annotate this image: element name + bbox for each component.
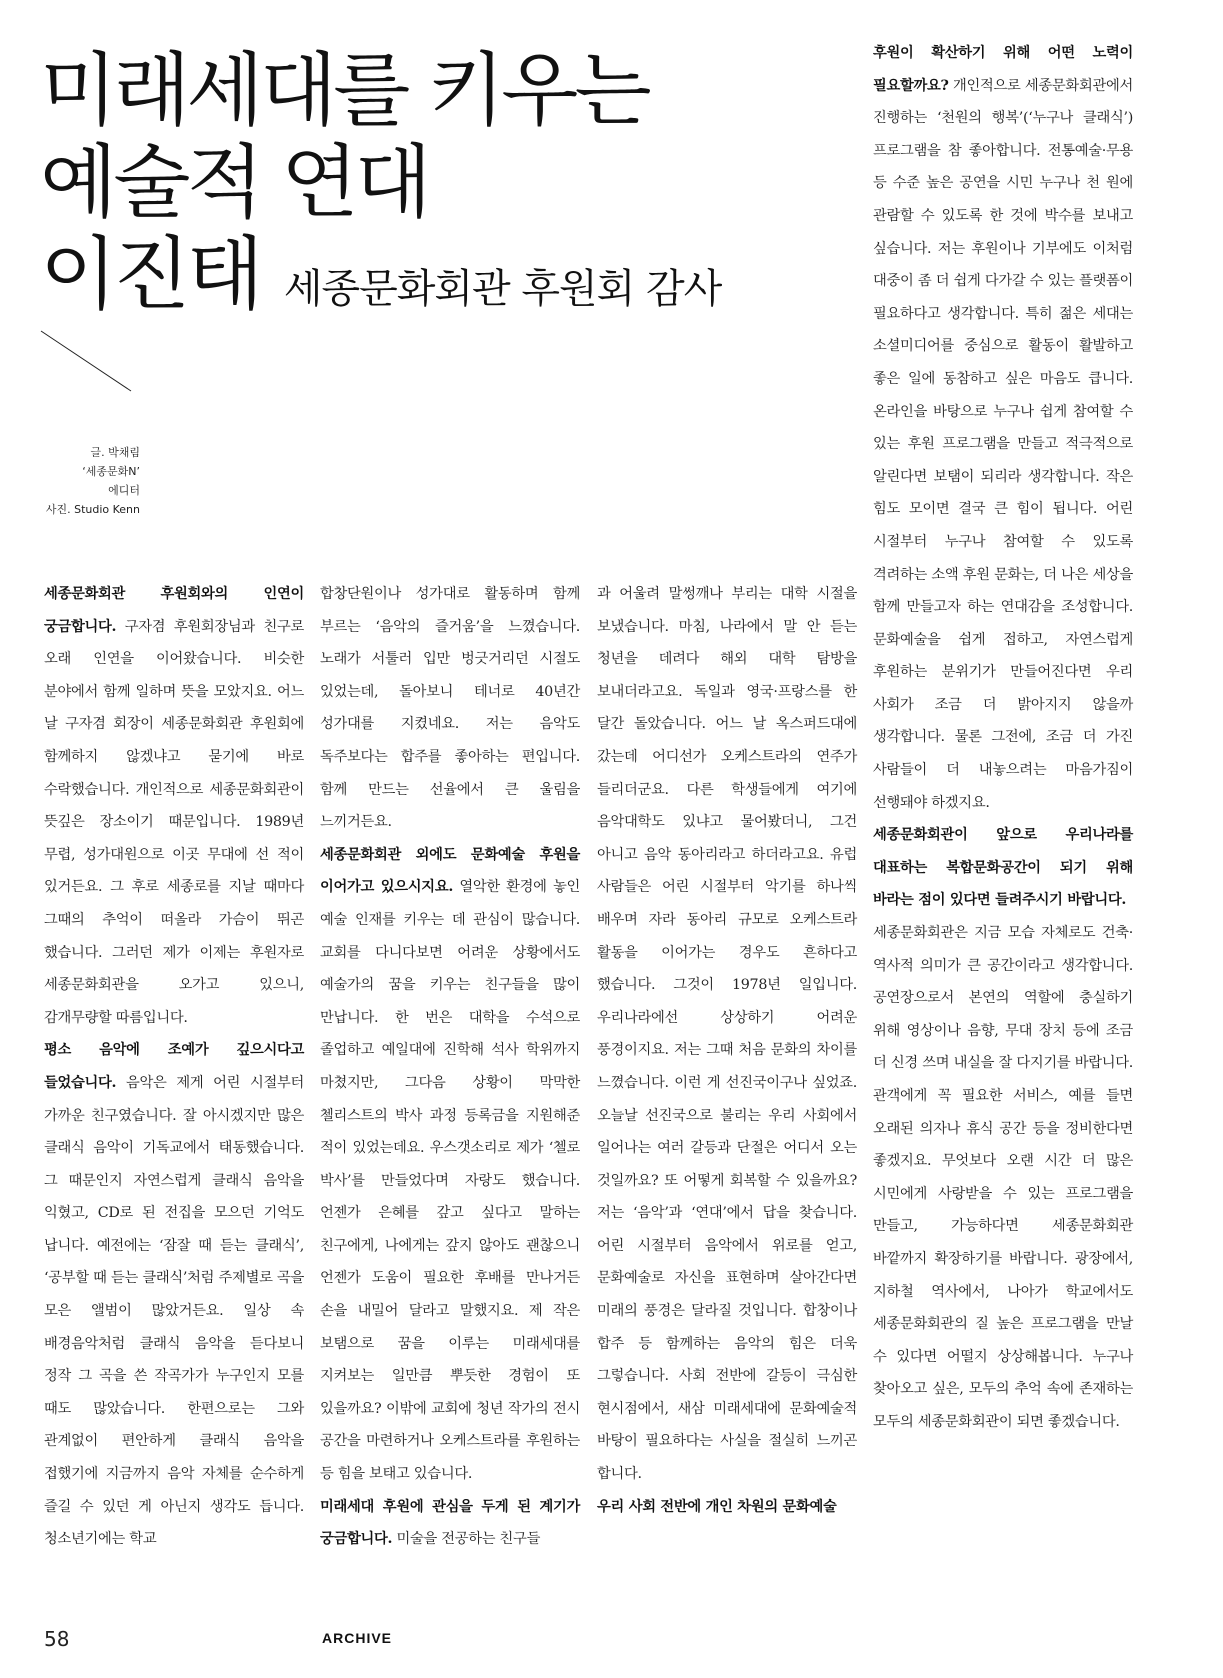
credit-writer-role: 에디터 <box>108 484 140 497</box>
credit-writer: 글. 박채림 <box>90 446 140 459</box>
title-line-1: 미래세대를 키우는 <box>40 44 648 137</box>
credit-writer-org: ‘세종문화N’ <box>82 465 140 478</box>
question: 우리 사회 전반에 개인 차원의 문화예술 <box>597 1498 837 1515</box>
question: 세종문화회관이 앞으로 우리나라를 대표하는 복합문화공간이 되기 위해 바라는 점이 있다면 들려주시기 바랍니다. <box>873 827 1133 909</box>
answer: 열악한 환경에 놓인 예술 인재를 키우는 데 관심이 많습니다. 교회를 다니다보면 어려운 상황에서도 예술가의 꿈을 키우는 친구들을 많이 만납니다. 한 번은 대학을 수석으로 졸업하고 예일대에 진학해 석사 학위까지 마쳤지만, 그다음 상황이 막막한 첼리스트의 박사 과정 등록금을 지원해준 적이 있었는데요. 우스갯소리로 제가 ‘첼로 박사’를 만들었다며 자랑도 했습니다. 언젠가 은혜를 갚고 싶다고 말하는 친구에게, 나에게는 갚지 않아도 괜찮으니 언젠가 도움이 필요한 후배를 만나거든 손을 내밀어 달라고 말했지요. 제 작은 보탬으로 꿈을 이루는 미래세대를 지켜보는 일만큼 뿌듯한 경험이 또 있을까요? 이밖에 교회에 청년 작가의 전시 공간을 마련하거나 오케스트라를 후원하는 등 힘을 보태고 있습니다. <box>320 879 580 1483</box>
article-column-4 <box>873 37 1133 1439</box>
answer: 과 어울려 말썽깨나 부리는 대학 시절을 보냈습니다. 마침, 나라에서 말 안 듣는 청년을 데려다 해외 대학 탐방을 보내더라고요. 독일과 영국·프랑스를 한 달간 돌았습니다. 어느 날 옥스퍼드대에 갔는데 어디선가 오케스트라의 연주가 들리더군요. 다른 학생들에게 여기에 음악대학도 있냐고 물어봤더니, 그건 아니고 음악 동아리라고 하더라고요. 유럽 사람들은 어린 시절부터 악기를 하나씩 배우며 자라 동아리 규모로 오케스트라 활동을 이어가는 경우도 흔하다고 했습니다. 그것이 1978년 일입니다. 우리나라에선 상상하기 어려운 풍경이지요. 저는 그때 처음 문화의 차이를 느꼈습니다. 이런 게 선진국이구나 싶었죠. 오늘날 선진국으로 불리는 우리 사회에서 일어나는 여러 갈등과 단절은 어디서 오는 것일까요? 또 어떻게 회복할 수 있을까요? 저는 ‘음악’과 ‘연대’에서 답을 찾습니다. 어린 시절부터 음악에서 위로를 얻고, 문화예술로 자신을 표현하며 살아간다면 미래의 풍경은 달라질 것입니다. 합창이나 합주 등 함께하는 음악의 힘은 더욱 그렇습니다. 사회 전반에 갈등이 극심한 현시점에서, 새삼 미래세대에 문화예술적 바탕이 필요하다는 사실을 절실히 느끼곤 합니다. <box>597 586 857 1483</box>
question: 세종문화회관 외에도 문화예술 후원을 이어가고 있으시지요. <box>320 846 580 896</box>
question: 후원이 확산하기 위해 어떤 노력이 필요할까요? <box>873 45 1133 94</box>
article-title <box>40 45 721 335</box>
paragraph <box>320 578 580 839</box>
answer: 합창단원이나 성가대로 활동하며 함께 부르는 ‘음악의 즐거움’을 느꼈습니다. 노래가 서툴러 입만 벙긋거리던 시절도 있었는데, 돌아보니 테너로 40년간 성가대를 지켰네요. 저는 음악도 독주보다는 합주를 좋아하는 편입니다. 함께 만드는 선율에서 큰 울림을 느끼거든요. <box>320 586 580 831</box>
article-column-1 <box>44 578 304 1556</box>
interviewee-name: 이진태 <box>40 228 260 321</box>
question: 세종문화회관 후원회와의 인연이 궁금합니다. <box>44 586 304 635</box>
answer: 구자겸 후원회장님과 친구로 오래 인연을 이어왔습니다. 비슷한 분야에서 함께 일하며 뜻을 모았지요. 어느 날 구자겸 회장이 세종문화회관 후원회에 함께하지 않겠냐고 묻기에 바로 수락했습니다. 개인적으로 세종문화회관이 뜻깊은 장소이기 때문입니다. 1989년 무렵, 성가대원으로 이곳 무대에 선 적이 있거든요. 그 후로 세종로를 지날 때마다 그때의 추억이 떠올라 가슴이 뛰곤 했습니다. 그러던 제가 이제는 후원자로 세종문화회관을 오가고 있으니, 감개무량할 따름입니다. <box>44 618 304 1026</box>
section-label: ARCHIVE <box>322 1630 393 1646</box>
paragraph <box>597 578 857 1491</box>
paragraph <box>873 819 1133 917</box>
paragraph <box>320 1491 580 1556</box>
paragraph <box>320 839 580 1491</box>
answer: 음악은 제게 어린 시절부터 가까운 친구였습니다. 잘 아시겠지만 많은 클래식 음악이 기독교에서 태동했습니다. 그 때문인지 자연스럽게 클래식 음악을 익혔고, CD로 된 전집을 모으던 기억도 납니다. 예전에는 ‘잠잘 때 듣는 클래식’, ‘공부할 때 듣는 클래식’처럼 주제별로 곡을 모은 앨범이 많았거든요. 일상 속 배경음악처럼 클래식 음악을 듣다보니 정작 그 곡을 쓴 작곡가가 누구인지 모를 때도 많았습니다. 한편으로는 그와 관계없이 편안하게 클래식 음악을 접했기에 지금까지 음악 자체를 순수하게 즐길 수 있던 게 아닌지 생각도 듭니다. 청소년기에는 학교 <box>44 1074 304 1548</box>
paragraph <box>44 578 304 1034</box>
paragraph <box>597 1491 857 1524</box>
page-number: 58 <box>44 1627 70 1651</box>
article-column-2 <box>320 578 580 1556</box>
question: 미래세대 후원에 관심을 두게 된 계기가 궁금합니다. <box>320 1498 580 1548</box>
question: 평소 음악에 조예가 깊으시다고 들었습니다. <box>44 1042 304 1091</box>
paragraph <box>44 1034 304 1556</box>
interviewee-role: 세종문화회관 후원회 감사 <box>283 266 722 312</box>
article-column-3 <box>597 578 857 1523</box>
decorative-diagonal-line <box>40 330 132 392</box>
answer: 미술을 전공하는 친구들 <box>392 1531 541 1548</box>
title-line-2: 예술적 연대 <box>40 136 428 229</box>
answer: 세종문화회관은 지금 모습 자체로도 건축·역사적 의미가 큰 공간이라고 생각합니다. 공연장으로서 본연의 역할에 충실하기 위해 영상이나 음향, 무대 장치 등에 조금 더 신경 쓰며 내실을 잘 다지기를 바랍니다. 관객에게 꼭 필요한 서비스, 예를 들면 오래된 의자나 휴식 공간 등을 정비한다면 좋겠지요. 무엇보다 오랜 시간 더 많은 시민에게 사랑받을 수 있는 프로그램을 만들고, 가능하다면 세종문화회관 바깥까지 확장하기를 바랍니다. 광장에서, 지하철 역사에서, 나아가 학교에서도 세종문화회관의 질 높은 프로그램을 만날 수 있다면 어떨지 상상해봅니다. 누구나 찾아오고 싶은, 모두의 추억 속에 존재하는 모두의 세종문화회관이 되면 좋겠습니다. <box>873 925 1133 1430</box>
credits <box>40 443 140 519</box>
title-line-3 <box>40 229 721 335</box>
paragraph <box>873 37 1133 819</box>
paragraph <box>873 917 1133 1439</box>
answer: 개인적으로 세종문화회관에서 진행하는 ‘천원의 행복’(‘누구나 클래식’) 프로그램을 참 좋아합니다. 전통예술·무용 등 수준 높은 공연을 시민 누구나 천 원에 관람할 수 있도록 한 것에 박수를 보내고 싶습니다. 저는 후원이나 기부에도 이처럼 대중이 좀 더 쉽게 다가갈 수 있는 플랫폼이 필요하다고 생각합니다. 특히 젊은 세대는 소셜미디어를 중심으로 활동이 활발하고 좋은 일에 동참하고 싶은 마음도 큽니다. 온라인을 바탕으로 누구나 쉽게 참여할 수 있는 후원 프로그램을 만들고 적극적으로 알린다면 보탬이 되리라 생각합니다. 작은 힘도 모이면 결국 큰 힘이 됩니다. 어린 시절부터 누구나 참여할 수 있도록 격려하는 소액 후원 문화는, 더 나은 세상을 함께 만들고자 하는 연대감을 조성합니다. 문화예술을 쉽게 접하고, 자연스럽게 후원하는 분위기가 만들어진다면 우리 사회가 조금 더 밝아지지 않을까 생각합니다. 물론 그전에, 조금 더 가진 사람들이 더 내놓으려는 마음가짐이 선행돼야 하겠지요. <box>873 77 1133 811</box>
credit-photo: 사진. Studio Kenn <box>45 503 140 516</box>
